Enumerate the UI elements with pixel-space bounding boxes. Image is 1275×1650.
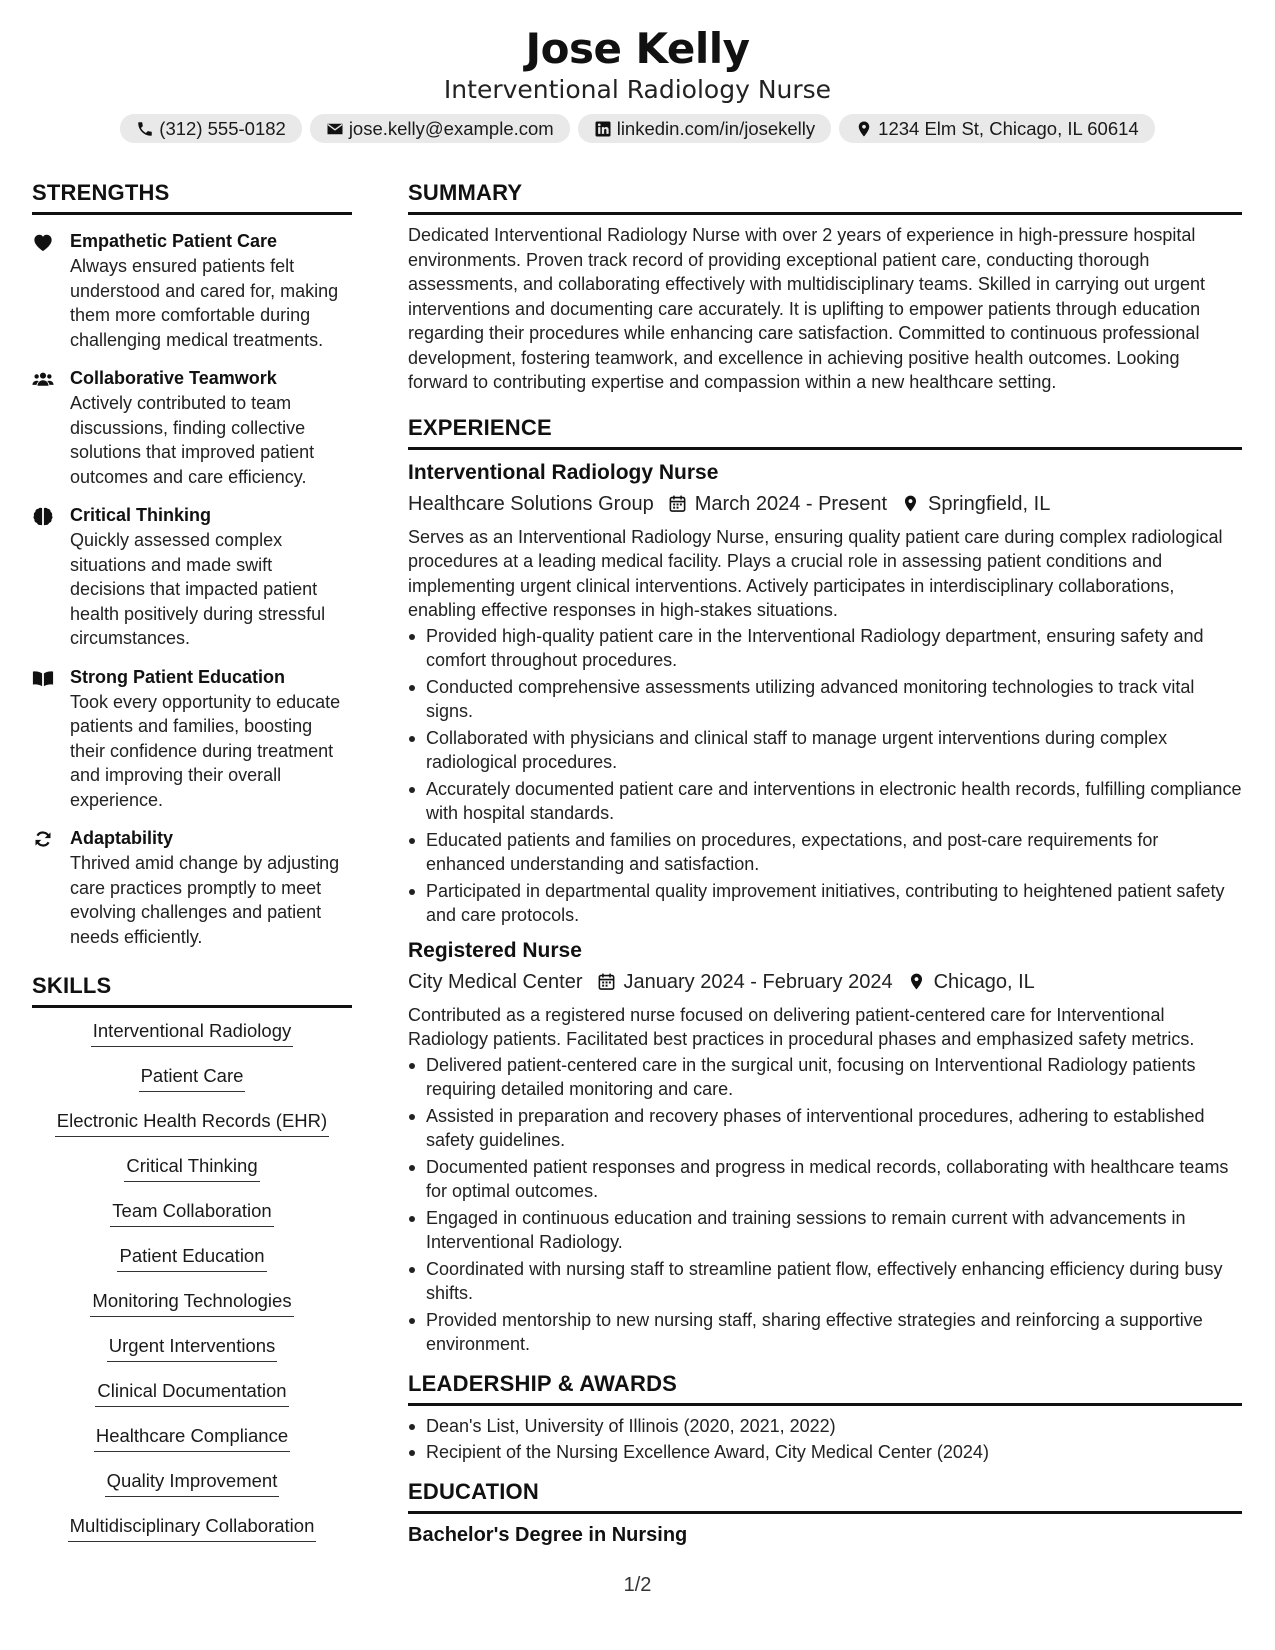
job-bullet: Participated in departmental quality improvement initiatives, contributing to heightened patient safety and care protocols. [408,879,1242,928]
job-location: Chicago, IL [933,970,1035,993]
strength-description: Always ensured patients felt understood and cared for, making them more comfortable during challenging medical treatments. [70,256,339,350]
calendar-icon [668,494,687,513]
skill-tag: Critical Thinking [124,1153,259,1182]
job-company: Healthcare Solutions Group [408,492,654,515]
contact-phone[interactable] [120,114,302,143]
job-title: Registered Nurse [408,938,582,962]
sync-icon [32,829,54,849]
job-bullet: Documented patient responses and progress in medical records, collaborating with healthcare teams for optimal outcomes. [408,1155,1242,1204]
candidate-role: Interventional Radiology Nurse [443,75,832,104]
summary-heading: SUMMARY [408,178,1242,215]
skill-tag: Multidisciplinary Collaboration [68,1513,317,1542]
users-icon [32,369,54,389]
job-bullet: Provided high-quality patient care in the Interventional Radiology department, ensuring safety and comfort throughout procedures. [408,624,1242,673]
job-bullet: Provided mentorship to new nursing staff, sharing effective strategies and reinforcing a supportive environment. [408,1308,1242,1357]
strength-description: Quickly assessed complex situations and made swift decisions that impacted patient health positively during stressful circumstances. [70,530,326,648]
job-bullet: Accurately documented patient care and interventions in electronic health records, fulfilling compliance with hospital standards. [408,777,1242,826]
job-bullet: Assisted in preparation and recovery phases of interventional procedures, adhering to established safety guidelines. [408,1104,1242,1153]
candidate-name: Jose Kelly [525,24,750,73]
strength-title: Critical Thinking [70,505,212,525]
strength-title: Strong Patient Education [70,666,286,687]
job-entry [408,458,1242,928]
summary-text: Dedicated Interventional Radiology Nurse with over 2 years of experience in high-pressure hospital environments. Proven track record of providing exceptional patient care, conducting thorough assessments, and collaborating effectively with multidisciplinary teams. Skilled in carrying out urgent interventions and documenting care accurately. It is uplifting to empower patients through education regarding their procedures while enhancing care satisfaction. Committed to continuous professional development, fostering teamwork, and excellence in achieving positive health outcomes. Looking forward to contributing expertise and compassion within a new healthcare setting. [408,225,1206,392]
envelope-icon [326,120,344,138]
experience-heading: EXPERIENCE [408,413,1242,450]
skill-tag: Team Collaboration [110,1198,273,1227]
job-dates: March 2024 - Present [694,492,888,515]
phone-icon [136,120,154,138]
strengths-heading: STRENGTHS [32,178,352,215]
skill-tag: Quality Improvement [105,1468,280,1497]
job-dates: January 2024 - February 2024 [623,970,893,993]
job-bullet: Collaborated with physicians and clinical staff to manage urgent interventions during complex radiological procedures. [408,726,1242,775]
contact-email[interactable] [310,114,570,143]
job-entry [408,936,1242,1357]
job-bullets [408,624,1242,928]
contact-address[interactable] [839,114,1155,143]
strength-title: Collaborative Teamwork [70,368,277,388]
map-pin-icon [855,120,873,138]
strength-description: Thrived amid change by adjusting care practices promptly to meet evolving challenges and patient needs efficiently. [70,853,340,947]
job-meta [408,489,1242,519]
skill-tag: Patient Care [139,1063,246,1092]
strength-item [32,503,352,651]
book-icon [32,668,54,688]
strength-title: Adaptability [70,828,174,848]
contact-phone-text: (312) 555-0182 [159,117,286,139]
contact-address-text: 1234 Elm St, Chicago, IL 60614 [878,117,1139,139]
job-bullet: Delivered patient-centered care in the surgical unit, focusing on Interventional Radiology patients requiring detailed monitoring and care. [408,1053,1242,1102]
job-title: Interventional Radiology Nurse [408,460,719,484]
award-item: Dean's List, University of Illinois (2020, 2021, 2022) [408,1414,1242,1439]
skill-tag: Urgent Interventions [107,1333,278,1362]
skill-tag: Clinical Documentation [95,1378,288,1407]
job-location: Springfield, IL [928,492,1051,515]
skill-tag: Monitoring Technologies [90,1288,293,1317]
contact-linkedin-text: linkedin.com/in/josekelly [616,117,816,139]
skills-heading: SKILLS [32,971,352,1008]
map-pin-icon [901,494,920,513]
job-bullet: Conducted comprehensive assessments utilizing advanced monitoring technologies to track vital signs. [408,675,1242,724]
job-description: Contributed as a registered nurse focused on delivering patient-centered care for Interventional Radiology patients. Facilitated best practices in procedural phases and emphasized safety metrics. [408,1004,1195,1049]
job-bullet: Educated patients and families on procedures, expectations, and post-care requirements for enhanced understanding and satisfaction. [408,828,1242,877]
job-description: Serves as an Interventional Radiology Nurse, ensuring quality patient care during complex radiological procedures at a leading medical facility. Plays a crucial role in assessing patient conditions and implementing urgent clinical interventions. Actively participates in interdisciplinary collaborations, enabling effective responses in high-stakes situations. [408,526,1223,620]
job-meta [408,967,1242,997]
right-column [408,178,1242,1550]
awards-list [408,1414,1242,1465]
page-number: 1/2 [623,1574,652,1596]
map-pin-icon [907,972,926,991]
job-bullet: Engaged in continuous education and training sessions to remain current with advancements in Interventional Radiology. [408,1206,1242,1255]
contact-email-text: jose.kelly@example.com [348,117,554,139]
linkedin-icon [594,120,612,138]
education-heading: EDUCATION [408,1477,1242,1514]
job-bullets [408,1053,1242,1357]
skills-list [32,1018,352,1544]
skill-tag: Healthcare Compliance [94,1423,290,1452]
heart-icon [32,232,54,252]
contact-bar [0,114,1275,143]
strength-description: Actively contributed to team discussions, finding collective solutions that improved patient outcomes and care efficiency. [70,393,315,487]
skill-tag: Patient Education [117,1243,266,1272]
brain-icon [32,506,54,526]
strength-title: Empathetic Patient Care [70,231,278,251]
contact-linkedin[interactable] [578,114,831,143]
strength-item [32,665,352,813]
award-item: Recipient of the Nursing Excellence Award, City Medical Center (2024) [408,1440,1242,1465]
left-column [32,178,352,1558]
resume-header [0,22,1275,143]
strength-description: Took every opportunity to educate patients and families, boosting their confidence during treatment and improving their overall experience. [70,691,341,810]
education-degree: Bachelor's Degree in Nursing [408,1523,688,1546]
strength-item [32,366,352,489]
calendar-icon [597,972,616,991]
job-bullet: Coordinated with nursing staff to streamline patient flow, effectively enhancing efficiency during busy shifts. [408,1257,1242,1306]
awards-heading: LEADERSHIP & AWARDS [408,1369,1242,1406]
skill-tag: Interventional Radiology [91,1018,294,1047]
strength-item [32,826,352,949]
job-company: City Medical Center [408,970,583,993]
skill-tag: Electronic Health Records (EHR) [55,1108,329,1137]
strength-item [32,229,352,352]
